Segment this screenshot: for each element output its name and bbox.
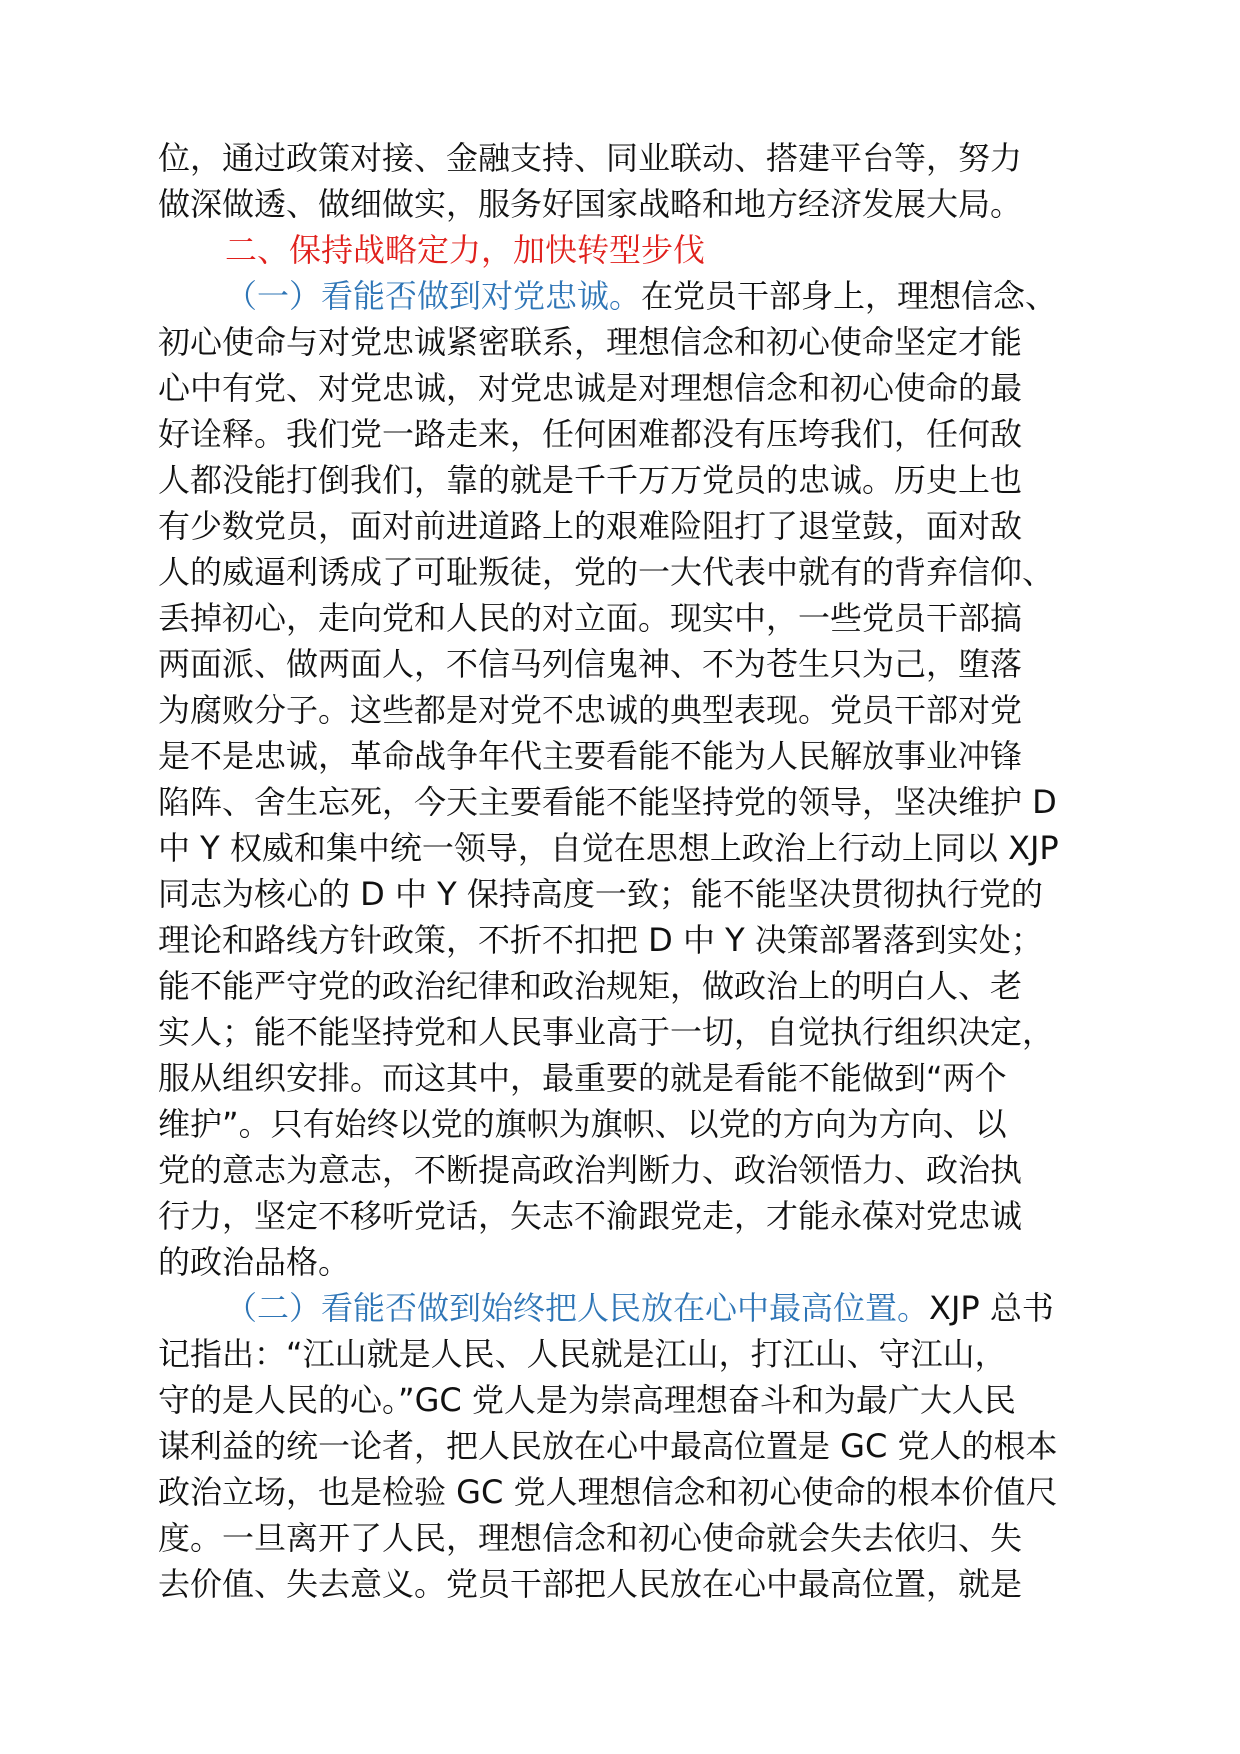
body-line: 为腐败分子。这些都是对党不忠诚的典型表现。党员干部对党 xyxy=(158,691,1023,729)
body-line: 实人；能不能坚持党和人民事业高于一切，自觉执行组织决定， xyxy=(158,1013,1055,1051)
body-line: 度。一旦离开了人民，理想信念和初心使命就会失去依归、失 xyxy=(158,1519,1023,1557)
body-line: 服从组织安排。而这其中，最重要的就是看能不能做到“两个 xyxy=(158,1059,1007,1097)
body-line: 中 Y 权威和集中统一领导，自觉在思想上政治上行动上同以 XJP xyxy=(158,829,1059,867)
body-line: 初心使命与对党忠诚紧密联系，理想信念和初心使命坚定才能 xyxy=(158,323,1023,361)
subsection-2-first-line xyxy=(158,1285,1118,1331)
body-line: 谋利益的统一论者，把人民放在心中最高位置是 GC 党人的根本 xyxy=(158,1427,1058,1465)
body-line: 理论和路线方针政策，不折不扣把 D 中 Y 决策部署落到实处； xyxy=(158,921,1043,959)
body-text: XJP 总书 xyxy=(929,1289,1054,1327)
body-line: 同志为核心的 D 中 Y 保持高度一致；能不能坚决贯彻执行党的 xyxy=(158,875,1043,913)
body-line: 维护”。只有始终以党的旗帜为旗帜、以党的方向为方向、以 xyxy=(158,1105,1007,1143)
body-line: 记指出：“江山就是人民、人民就是江山，打江山、守江山， xyxy=(158,1335,1007,1373)
section-heading: 二、保持战略定力，加快转型步伐 xyxy=(225,231,706,269)
body-line: 做深做透、做细做实，服务好国家战略和地方经济发展大局。 xyxy=(158,185,1023,223)
subsection-2-heading: （二）看能否做到始终把人民放在心中最高位置。 xyxy=(225,1289,930,1327)
body-line: 去价值、失去意义。党员干部把人民放在心中最高位置，就是 xyxy=(158,1565,1023,1603)
body-line: 位，通过政策对接、金融支持、同业联动、搭建平台等，努力 xyxy=(158,139,1023,177)
body-line: 丢掉初心，走向党和人民的对立面。现实中，一些党员干部搞 xyxy=(158,599,1023,637)
body-text: 在党员干部身上，理想信念、 xyxy=(641,277,1058,315)
body-line: 的政治品格。 xyxy=(158,1243,351,1281)
body-line: 政治立场，也是检验 GC 党人理想信念和初心使命的根本价值尺 xyxy=(158,1473,1058,1511)
body-line: 能不能严守党的政治纪律和政治规矩，做政治上的明白人、老 xyxy=(158,967,1023,1005)
subsection-1-heading: （一）看能否做到对党忠诚。 xyxy=(225,277,642,315)
body-line: 有少数党员，面对前进道路上的艰难险阻打了退堂鼓，面对敌 xyxy=(158,507,1023,545)
body-line: 行力，坚定不移听党话，矢志不渝跟党走，才能永葆对党忠诚 xyxy=(158,1197,1023,1235)
body-line: 人的威逼利诱成了可耻叛徒，党的一大代表中就有的背弃信仰、 xyxy=(158,553,1055,591)
body-line: 心中有党、对党忠诚，对党忠诚是对理想信念和初心使命的最 xyxy=(158,369,1023,407)
body-line: 好诠释。我们党一路走来，任何困难都没有压垮我们，任何敌 xyxy=(158,415,1023,453)
body-line: 陷阵、舍生忘死，今天主要看能不能坚持党的领导，坚决维护 D xyxy=(158,783,1057,821)
body-line: 是不是忠诚，革命战争年代主要看能不能为人民解放事业冲锋 xyxy=(158,737,1023,775)
body-line: 守的是人民的心。”GC 党人是为崇高理想奋斗和为最广大人民 xyxy=(158,1381,1016,1419)
body-line: 党的意志为意志，不断提高政治判断力、政治领悟力、政治执 xyxy=(158,1151,1023,1189)
body-line: 人都没能打倒我们，靠的就是千千万万党员的忠诚。历史上也 xyxy=(158,461,1023,499)
body-line: 两面派、做两面人，不信马列信鬼神、不为苍生只为己，堕落 xyxy=(158,645,1023,683)
subsection-1-first-line xyxy=(158,273,1118,319)
document-body xyxy=(158,135,1118,1607)
